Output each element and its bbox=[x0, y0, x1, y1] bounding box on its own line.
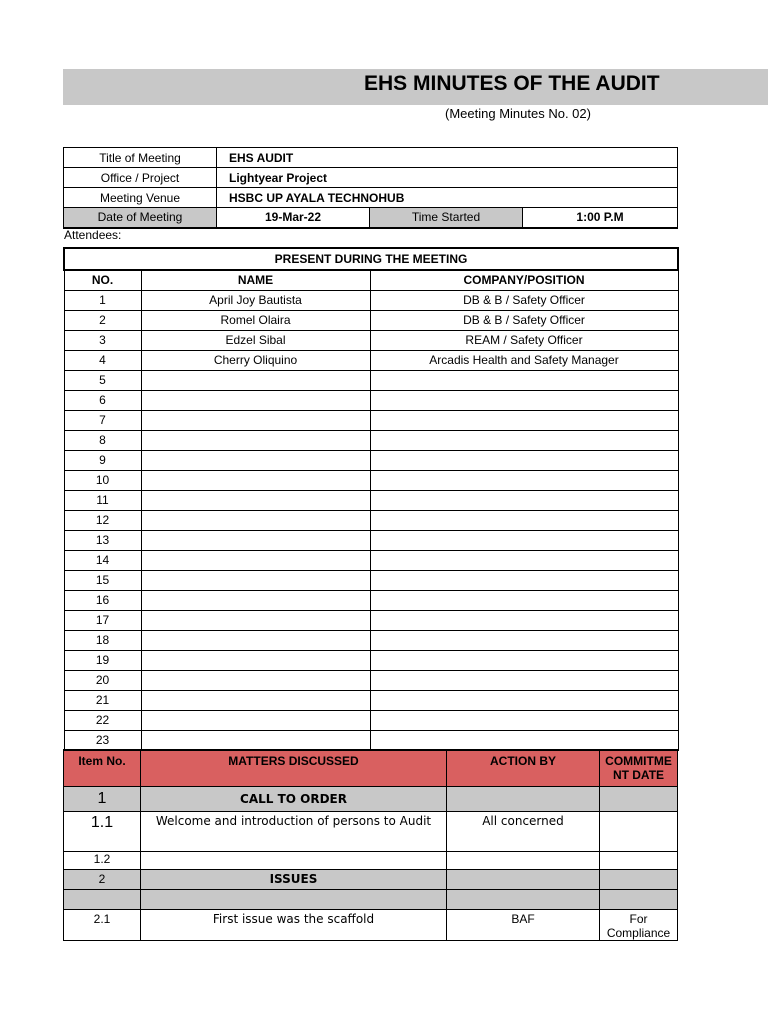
office-value: Lightyear Project bbox=[217, 168, 678, 188]
item-number: 1.2 bbox=[64, 851, 141, 869]
attendee-company: REAM / Safety Officer bbox=[370, 330, 678, 350]
matters-row-issues bbox=[64, 869, 678, 889]
matter-text: First issue was the scaffold bbox=[141, 909, 447, 940]
meeting-minutes-number: (Meeting Minutes No. 02) bbox=[445, 106, 591, 121]
attendee-number: 4 bbox=[64, 350, 141, 370]
attendee-row bbox=[64, 590, 678, 610]
attendee-name bbox=[141, 490, 370, 510]
attendee-row bbox=[64, 730, 678, 750]
attendee-number: 8 bbox=[64, 430, 141, 450]
action-by-header: ACTION BY bbox=[447, 750, 600, 786]
attendee-row bbox=[64, 710, 678, 730]
attendee-name bbox=[141, 570, 370, 590]
attendee-row bbox=[64, 370, 678, 390]
attendee-name bbox=[141, 670, 370, 690]
attendee-company: DB & B / Safety Officer bbox=[370, 290, 678, 310]
attendee-row bbox=[64, 550, 678, 570]
attendee-number: 1 bbox=[64, 290, 141, 310]
attendee-row bbox=[64, 290, 678, 310]
date-row bbox=[64, 208, 678, 228]
attendee-company bbox=[370, 450, 678, 470]
attendance-rows bbox=[64, 290, 678, 750]
action-by-cell bbox=[447, 889, 600, 909]
attendee-row bbox=[64, 470, 678, 490]
attendee-number: 9 bbox=[64, 450, 141, 470]
attendee-number: 23 bbox=[64, 730, 141, 750]
attendees-label: Attendees: bbox=[64, 228, 122, 242]
commitment-line1: For bbox=[629, 911, 648, 926]
attendee-number: 7 bbox=[64, 410, 141, 430]
document-title: EHS MINUTES OF THE AUDIT bbox=[364, 72, 660, 95]
venue-value: HSBC UP AYALA TECHNOHUB bbox=[217, 188, 678, 208]
commitment-cell bbox=[600, 851, 678, 869]
attendee-name: Romel Olaira bbox=[141, 310, 370, 330]
attendee-company bbox=[370, 470, 678, 490]
attendee-company bbox=[370, 530, 678, 550]
attendee-company bbox=[370, 550, 678, 570]
attendee-name bbox=[141, 450, 370, 470]
attendee-row bbox=[64, 430, 678, 450]
attendee-number: 22 bbox=[64, 710, 141, 730]
attendee-row bbox=[64, 610, 678, 630]
attendee-row bbox=[64, 490, 678, 510]
attendee-company bbox=[370, 410, 678, 430]
attendee-row bbox=[64, 570, 678, 590]
attendee-number: 17 bbox=[64, 610, 141, 630]
attendee-row bbox=[64, 530, 678, 550]
attendee-company bbox=[370, 570, 678, 590]
date-value: 19-Mar-22 bbox=[217, 208, 370, 228]
attendee-company bbox=[370, 710, 678, 730]
commitment-cell bbox=[600, 811, 678, 851]
attendee-company bbox=[370, 670, 678, 690]
attendee-company bbox=[370, 490, 678, 510]
attendee-number: 11 bbox=[64, 490, 141, 510]
matter-text bbox=[141, 889, 447, 909]
attendee-number: 12 bbox=[64, 510, 141, 530]
matters-row-1-2 bbox=[64, 851, 678, 869]
attendee-row bbox=[64, 330, 678, 350]
attendee-name bbox=[141, 630, 370, 650]
matters-row-welcome bbox=[64, 811, 678, 851]
commitment-cell bbox=[600, 889, 678, 909]
company-header: COMPANY/POSITION bbox=[370, 270, 678, 290]
meeting-info-table bbox=[63, 147, 678, 229]
attendance-header-row bbox=[64, 270, 678, 290]
commitment-header-line1: COMMITME bbox=[605, 754, 672, 768]
attendee-name bbox=[141, 510, 370, 530]
meeting-title-row bbox=[64, 148, 678, 168]
commitment-line2: Compliance bbox=[606, 925, 671, 940]
attendee-name bbox=[141, 430, 370, 450]
item-number: 2.1 bbox=[64, 909, 141, 940]
attendee-row bbox=[64, 670, 678, 690]
attendee-company bbox=[370, 650, 678, 670]
item-number: 1 bbox=[64, 786, 141, 811]
attendee-row bbox=[64, 310, 678, 330]
attendee-name bbox=[141, 550, 370, 570]
meeting-title-value: EHS AUDIT bbox=[217, 148, 678, 168]
attendee-company bbox=[370, 370, 678, 390]
item-number bbox=[64, 889, 141, 909]
action-by-cell bbox=[447, 851, 600, 869]
attendee-row bbox=[64, 510, 678, 530]
matters-table bbox=[63, 749, 678, 941]
attendee-company: DB & B / Safety Officer bbox=[370, 310, 678, 330]
item-number: 2 bbox=[64, 869, 141, 889]
meeting-title-label: Title of Meeting bbox=[64, 148, 217, 168]
office-label: Office / Project bbox=[64, 168, 217, 188]
item-number: 1.1 bbox=[64, 811, 141, 851]
attendee-row bbox=[64, 450, 678, 470]
attendee-name bbox=[141, 730, 370, 750]
attendee-number: 2 bbox=[64, 310, 141, 330]
time-label: Time Started bbox=[370, 208, 523, 228]
matters-discussed-header: MATTERS DISCUSSED bbox=[141, 750, 447, 786]
action-by-cell bbox=[447, 869, 600, 889]
attendee-company: Arcadis Health and Safety Manager bbox=[370, 350, 678, 370]
attendee-name bbox=[141, 650, 370, 670]
attendee-row bbox=[64, 650, 678, 670]
matters-row-call-to-order bbox=[64, 786, 678, 811]
attendee-name: Cherry Oliquino bbox=[141, 350, 370, 370]
attendee-name bbox=[141, 390, 370, 410]
attendee-name bbox=[141, 690, 370, 710]
attendee-company bbox=[370, 730, 678, 750]
attendee-row bbox=[64, 390, 678, 410]
attendee-company bbox=[370, 590, 678, 610]
attendee-number: 10 bbox=[64, 470, 141, 490]
attendee-number: 5 bbox=[64, 370, 141, 390]
attendee-number: 14 bbox=[64, 550, 141, 570]
attendance-table bbox=[63, 247, 679, 751]
attendee-number: 6 bbox=[64, 390, 141, 410]
name-header: NAME bbox=[141, 270, 370, 290]
attendee-name bbox=[141, 710, 370, 730]
matters-row-blank bbox=[64, 889, 678, 909]
attendance-section-title: PRESENT DURING THE MEETING bbox=[64, 248, 678, 270]
office-row bbox=[64, 168, 678, 188]
commitment-date-header bbox=[600, 750, 678, 786]
commitment-header-line2: NT DATE bbox=[612, 768, 665, 782]
attendee-number: 18 bbox=[64, 630, 141, 650]
attendee-name bbox=[141, 370, 370, 390]
attendee-name bbox=[141, 530, 370, 550]
attendee-name bbox=[141, 470, 370, 490]
attendee-company bbox=[370, 510, 678, 530]
commitment-cell bbox=[600, 909, 678, 940]
attendee-company bbox=[370, 430, 678, 450]
attendee-number: 3 bbox=[64, 330, 141, 350]
attendee-name: April Joy Bautista bbox=[141, 290, 370, 310]
attendee-company bbox=[370, 610, 678, 630]
attendee-name bbox=[141, 590, 370, 610]
matters-row-scaffold bbox=[64, 909, 678, 940]
action-by-cell bbox=[447, 786, 600, 811]
attendee-name bbox=[141, 610, 370, 630]
item-no-header: Item No. bbox=[64, 750, 141, 786]
attendee-number: 16 bbox=[64, 590, 141, 610]
attendee-company bbox=[370, 690, 678, 710]
no-header: NO. bbox=[64, 270, 141, 290]
attendee-row bbox=[64, 630, 678, 650]
action-by-cell: BAF bbox=[447, 909, 600, 940]
attendee-number: 13 bbox=[64, 530, 141, 550]
venue-label: Meeting Venue bbox=[64, 188, 217, 208]
date-label: Date of Meeting bbox=[64, 208, 217, 228]
matter-text bbox=[141, 851, 447, 869]
attendee-company bbox=[370, 630, 678, 650]
attendee-number: 19 bbox=[64, 650, 141, 670]
matter-text: Welcome and introduction of persons to Audit bbox=[141, 811, 447, 851]
commitment-cell bbox=[600, 786, 678, 811]
matter-text: CALL TO ORDER bbox=[141, 786, 447, 811]
attendee-name: Edzel Sibal bbox=[141, 330, 370, 350]
venue-row bbox=[64, 188, 678, 208]
commitment-cell bbox=[600, 869, 678, 889]
attendance-section-title-row bbox=[64, 248, 678, 270]
attendee-name bbox=[141, 410, 370, 430]
matter-text: ISSUES bbox=[141, 869, 447, 889]
action-by-cell: All concerned bbox=[447, 811, 600, 851]
matters-header-row bbox=[64, 750, 678, 786]
attendee-row bbox=[64, 350, 678, 370]
attendee-number: 21 bbox=[64, 690, 141, 710]
attendee-row bbox=[64, 410, 678, 430]
attendee-row bbox=[64, 690, 678, 710]
attendee-company bbox=[370, 390, 678, 410]
time-value: 1:00 P.M bbox=[523, 208, 678, 228]
attendee-number: 20 bbox=[64, 670, 141, 690]
attendee-number: 15 bbox=[64, 570, 141, 590]
